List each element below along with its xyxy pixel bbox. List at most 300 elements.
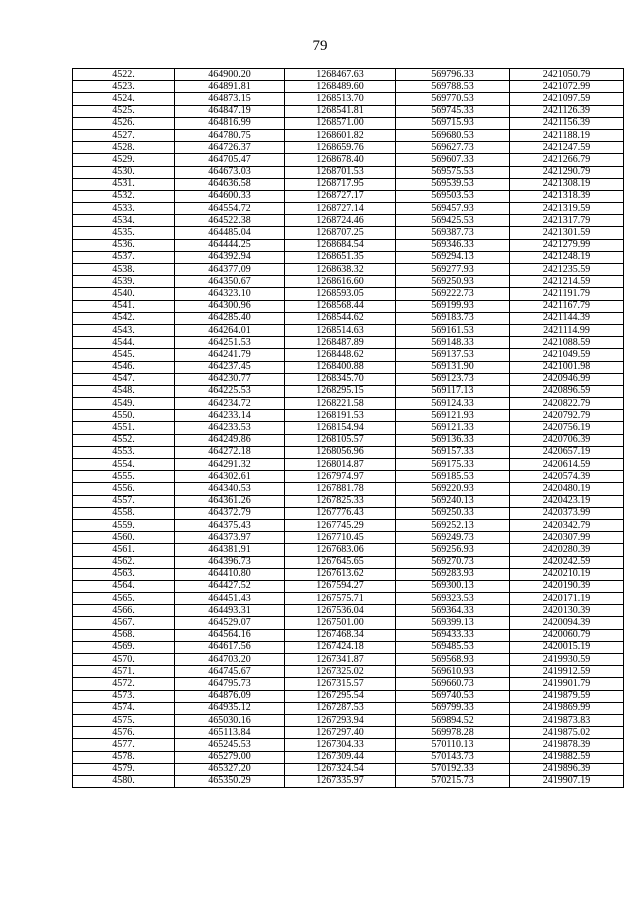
x2-coordinate-cell: 569680.53 (396, 129, 510, 141)
point-number-cell: 4566. (73, 605, 175, 617)
x-coordinate-cell: 464705.47 (175, 154, 285, 166)
y-coordinate-cell: 1267293.94 (285, 714, 396, 726)
x-coordinate-cell: 464444.25 (175, 239, 285, 251)
y-coordinate-cell: 1268014.87 (285, 459, 396, 471)
y-coordinate-cell: 1268701.53 (285, 166, 396, 178)
x2-coordinate-cell: 569607.33 (396, 154, 510, 166)
table-row (73, 483, 624, 495)
x2-coordinate-cell: 569250.93 (396, 276, 510, 288)
x2-coordinate-cell: 569277.93 (396, 264, 510, 276)
point-number-cell: 4573. (73, 690, 175, 702)
x-coordinate-cell: 464392.94 (175, 251, 285, 263)
point-number-cell: 4524. (73, 93, 175, 105)
y-coordinate-cell: 1267974.97 (285, 471, 396, 483)
x2-coordinate-cell: 569131.90 (396, 361, 510, 373)
y2-coordinate-cell: 2419901.79 (510, 678, 624, 690)
table-row (73, 142, 624, 154)
y2-coordinate-cell: 2419869.99 (510, 702, 624, 714)
x-coordinate-cell: 464323.10 (175, 288, 285, 300)
x-coordinate-cell: 464745.67 (175, 666, 285, 678)
table-row (73, 459, 624, 471)
y-coordinate-cell: 1268727.17 (285, 190, 396, 202)
point-number-cell: 4531. (73, 178, 175, 190)
point-number-cell: 4556. (73, 483, 175, 495)
y2-coordinate-cell: 2421247.59 (510, 142, 624, 154)
y2-coordinate-cell: 2420280.39 (510, 544, 624, 556)
y-coordinate-cell: 1267613.62 (285, 568, 396, 580)
point-number-cell: 4577. (73, 739, 175, 751)
y2-coordinate-cell: 2421317.79 (510, 215, 624, 227)
table-row (73, 264, 624, 276)
x2-coordinate-cell: 569425.53 (396, 215, 510, 227)
table-row (73, 690, 624, 702)
table-row (73, 93, 624, 105)
x-coordinate-cell: 464396.73 (175, 556, 285, 568)
y2-coordinate-cell: 2421001.98 (510, 361, 624, 373)
x2-coordinate-cell: 569978.28 (396, 727, 510, 739)
point-number-cell: 4579. (73, 763, 175, 775)
table-row (73, 629, 624, 641)
y2-coordinate-cell: 2420756.19 (510, 422, 624, 434)
x2-coordinate-cell: 569660.73 (396, 678, 510, 690)
x2-coordinate-cell: 569250.33 (396, 507, 510, 519)
y-coordinate-cell: 1268487.89 (285, 337, 396, 349)
table-row (73, 178, 624, 190)
y2-coordinate-cell: 2419896.39 (510, 763, 624, 775)
y2-coordinate-cell: 2420342.79 (510, 519, 624, 531)
x-coordinate-cell: 464361.26 (175, 495, 285, 507)
x2-coordinate-cell: 569715.93 (396, 117, 510, 129)
table-row (73, 288, 624, 300)
table-row (73, 593, 624, 605)
x-coordinate-cell: 464225.53 (175, 385, 285, 397)
x2-coordinate-cell: 569283.93 (396, 568, 510, 580)
x-coordinate-cell: 464600.33 (175, 190, 285, 202)
x-coordinate-cell: 464529.07 (175, 617, 285, 629)
x-coordinate-cell: 464251.53 (175, 337, 285, 349)
y-coordinate-cell: 1267287.53 (285, 702, 396, 714)
table-row (73, 568, 624, 580)
x-coordinate-cell: 464873.15 (175, 93, 285, 105)
x-coordinate-cell: 464726.37 (175, 142, 285, 154)
y-coordinate-cell: 1268154.94 (285, 422, 396, 434)
y-coordinate-cell: 1267341.87 (285, 654, 396, 666)
point-number-cell: 4560. (73, 532, 175, 544)
y2-coordinate-cell: 2421318.39 (510, 190, 624, 202)
point-number-cell: 4545. (73, 349, 175, 361)
y-coordinate-cell: 1268684.54 (285, 239, 396, 251)
x2-coordinate-cell: 569161.53 (396, 324, 510, 336)
x2-coordinate-cell: 569457.93 (396, 203, 510, 215)
x2-coordinate-cell: 569222.73 (396, 288, 510, 300)
x2-coordinate-cell: 569485.53 (396, 641, 510, 653)
table-row (73, 81, 624, 93)
table-row (73, 544, 624, 556)
y2-coordinate-cell: 2421301.59 (510, 227, 624, 239)
x-coordinate-cell: 464375.43 (175, 519, 285, 531)
x2-coordinate-cell: 569323.53 (396, 593, 510, 605)
point-number-cell: 4571. (73, 666, 175, 678)
point-number-cell: 4542. (73, 312, 175, 324)
x-coordinate-cell: 465327.20 (175, 763, 285, 775)
y2-coordinate-cell: 2420130.39 (510, 605, 624, 617)
y2-coordinate-cell: 2420896.59 (510, 385, 624, 397)
y2-coordinate-cell: 2420094.39 (510, 617, 624, 629)
y2-coordinate-cell: 2420190.39 (510, 580, 624, 592)
y-coordinate-cell: 1267424.18 (285, 641, 396, 653)
y2-coordinate-cell: 2421279.99 (510, 239, 624, 251)
y-coordinate-cell: 1268568.44 (285, 300, 396, 312)
x-coordinate-cell: 464241.79 (175, 349, 285, 361)
y2-coordinate-cell: 2420373.99 (510, 507, 624, 519)
point-number-cell: 4539. (73, 276, 175, 288)
y-coordinate-cell: 1268717.95 (285, 178, 396, 190)
x2-coordinate-cell: 569364.33 (396, 605, 510, 617)
y2-coordinate-cell: 2421167.79 (510, 300, 624, 312)
x-coordinate-cell: 464291.32 (175, 459, 285, 471)
y-coordinate-cell: 1267295.54 (285, 690, 396, 702)
x2-coordinate-cell: 569346.33 (396, 239, 510, 251)
point-number-cell: 4525. (73, 105, 175, 117)
x2-coordinate-cell: 569252.13 (396, 519, 510, 531)
table-row (73, 349, 624, 361)
point-number-cell: 4547. (73, 373, 175, 385)
table-row (73, 751, 624, 763)
x2-coordinate-cell: 569610.93 (396, 666, 510, 678)
x-coordinate-cell: 464300.96 (175, 300, 285, 312)
y2-coordinate-cell: 2420574.39 (510, 471, 624, 483)
point-number-cell: 4535. (73, 227, 175, 239)
y2-coordinate-cell: 2421144.39 (510, 312, 624, 324)
y2-coordinate-cell: 2420210.19 (510, 568, 624, 580)
x2-coordinate-cell: 569387.73 (396, 227, 510, 239)
table-row (73, 434, 624, 446)
y2-coordinate-cell: 2421049.59 (510, 349, 624, 361)
y-coordinate-cell: 1268616.60 (285, 276, 396, 288)
y-coordinate-cell: 1268513.70 (285, 93, 396, 105)
table-row (73, 605, 624, 617)
x2-coordinate-cell: 569199.93 (396, 300, 510, 312)
y2-coordinate-cell: 2420171.19 (510, 593, 624, 605)
y-coordinate-cell: 1267335.97 (285, 775, 396, 787)
x2-coordinate-cell: 569124.33 (396, 398, 510, 410)
y2-coordinate-cell: 2420307.99 (510, 532, 624, 544)
point-number-cell: 4550. (73, 410, 175, 422)
y-coordinate-cell: 1268056.96 (285, 446, 396, 458)
point-number-cell: 4537. (73, 251, 175, 263)
x2-coordinate-cell: 569294.13 (396, 251, 510, 263)
point-number-cell: 4569. (73, 641, 175, 653)
point-number-cell: 4533. (73, 203, 175, 215)
table-row (73, 337, 624, 349)
y2-coordinate-cell: 2419873.83 (510, 714, 624, 726)
table-row (73, 666, 624, 678)
point-number-cell: 4538. (73, 264, 175, 276)
y-coordinate-cell: 1267745.29 (285, 519, 396, 531)
x-coordinate-cell: 464230.77 (175, 373, 285, 385)
point-number-cell: 4540. (73, 288, 175, 300)
x2-coordinate-cell: 570215.73 (396, 775, 510, 787)
y-coordinate-cell: 1268724.46 (285, 215, 396, 227)
y-coordinate-cell: 1267309.44 (285, 751, 396, 763)
y-coordinate-cell: 1268571.00 (285, 117, 396, 129)
y2-coordinate-cell: 2419912.59 (510, 666, 624, 678)
y-coordinate-cell: 1267683.06 (285, 544, 396, 556)
x2-coordinate-cell: 569249.73 (396, 532, 510, 544)
point-number-cell: 4534. (73, 215, 175, 227)
point-number-cell: 4543. (73, 324, 175, 336)
table-row (73, 532, 624, 544)
y2-coordinate-cell: 2421097.59 (510, 93, 624, 105)
x-coordinate-cell: 464554.72 (175, 203, 285, 215)
point-number-cell: 4536. (73, 239, 175, 251)
x2-coordinate-cell: 569740.53 (396, 690, 510, 702)
y2-coordinate-cell: 2420792.79 (510, 410, 624, 422)
x-coordinate-cell: 464564.16 (175, 629, 285, 641)
y-coordinate-cell: 1268659.76 (285, 142, 396, 154)
x-coordinate-cell: 464272.18 (175, 446, 285, 458)
x-coordinate-cell: 464234.72 (175, 398, 285, 410)
table-row (73, 251, 624, 263)
table-row (73, 763, 624, 775)
y-coordinate-cell: 1267315.57 (285, 678, 396, 690)
x-coordinate-cell: 465245.53 (175, 739, 285, 751)
y2-coordinate-cell: 2420946.99 (510, 373, 624, 385)
x-coordinate-cell: 464816.99 (175, 117, 285, 129)
y2-coordinate-cell: 2421319.59 (510, 203, 624, 215)
x2-coordinate-cell: 569220.93 (396, 483, 510, 495)
y-coordinate-cell: 1268221.58 (285, 398, 396, 410)
y2-coordinate-cell: 2419878.39 (510, 739, 624, 751)
y2-coordinate-cell: 2421191.79 (510, 288, 624, 300)
x2-coordinate-cell: 569894.52 (396, 714, 510, 726)
x-coordinate-cell: 464891.81 (175, 81, 285, 93)
y2-coordinate-cell: 2421308.19 (510, 178, 624, 190)
x2-coordinate-cell: 569183.73 (396, 312, 510, 324)
point-number-cell: 4559. (73, 519, 175, 531)
point-number-cell: 4562. (73, 556, 175, 568)
x-coordinate-cell: 465030.16 (175, 714, 285, 726)
table-row (73, 215, 624, 227)
y2-coordinate-cell: 2420423.19 (510, 495, 624, 507)
point-number-cell: 4575. (73, 714, 175, 726)
x-coordinate-cell: 464935.12 (175, 702, 285, 714)
x2-coordinate-cell: 569799.33 (396, 702, 510, 714)
table-row (73, 203, 624, 215)
point-number-cell: 4528. (73, 142, 175, 154)
x2-coordinate-cell: 569175.33 (396, 459, 510, 471)
x-coordinate-cell: 464377.09 (175, 264, 285, 276)
point-number-cell: 4578. (73, 751, 175, 763)
y2-coordinate-cell: 2421235.59 (510, 264, 624, 276)
x-coordinate-cell: 464703.20 (175, 654, 285, 666)
table-row (73, 495, 624, 507)
table-row (73, 276, 624, 288)
x2-coordinate-cell: 569240.13 (396, 495, 510, 507)
y2-coordinate-cell: 2421126.39 (510, 105, 624, 117)
point-number-cell: 4565. (73, 593, 175, 605)
y2-coordinate-cell: 2420657.19 (510, 446, 624, 458)
table-row (73, 410, 624, 422)
x-coordinate-cell: 464233.14 (175, 410, 285, 422)
y-coordinate-cell: 1267324.54 (285, 763, 396, 775)
y-coordinate-cell: 1267501.00 (285, 617, 396, 629)
y-coordinate-cell: 1268727.14 (285, 203, 396, 215)
y-coordinate-cell: 1267776.43 (285, 507, 396, 519)
table-row (73, 641, 624, 653)
y2-coordinate-cell: 2421248.19 (510, 251, 624, 263)
table-row (73, 422, 624, 434)
point-number-cell: 4555. (73, 471, 175, 483)
x2-coordinate-cell: 569575.53 (396, 166, 510, 178)
table-row (73, 617, 624, 629)
y2-coordinate-cell: 2419879.59 (510, 690, 624, 702)
x2-coordinate-cell: 569136.33 (396, 434, 510, 446)
point-number-cell: 4527. (73, 129, 175, 141)
y2-coordinate-cell: 2421214.59 (510, 276, 624, 288)
y-coordinate-cell: 1268544.62 (285, 312, 396, 324)
point-number-cell: 4548. (73, 385, 175, 397)
table-row (73, 239, 624, 251)
table-row (73, 154, 624, 166)
y2-coordinate-cell: 2421050.79 (510, 69, 624, 81)
table-row (73, 775, 624, 787)
table-row (73, 166, 624, 178)
x-coordinate-cell: 464847.19 (175, 105, 285, 117)
y2-coordinate-cell: 2421156.39 (510, 117, 624, 129)
x-coordinate-cell: 464264.01 (175, 324, 285, 336)
x2-coordinate-cell: 569148.33 (396, 337, 510, 349)
y-coordinate-cell: 1268489.60 (285, 81, 396, 93)
y2-coordinate-cell: 2421088.59 (510, 337, 624, 349)
table-row (73, 556, 624, 568)
table-row (73, 69, 624, 81)
table-row (73, 727, 624, 739)
y-coordinate-cell: 1267304.33 (285, 739, 396, 751)
x2-coordinate-cell: 569300.13 (396, 580, 510, 592)
point-number-cell: 4567. (73, 617, 175, 629)
y-coordinate-cell: 1268707.25 (285, 227, 396, 239)
y2-coordinate-cell: 2421114.99 (510, 324, 624, 336)
table-row (73, 312, 624, 324)
x2-coordinate-cell: 569270.73 (396, 556, 510, 568)
x2-coordinate-cell: 569137.53 (396, 349, 510, 361)
table-row (73, 129, 624, 141)
point-number-cell: 4568. (73, 629, 175, 641)
point-number-cell: 4574. (73, 702, 175, 714)
y2-coordinate-cell: 2421290.79 (510, 166, 624, 178)
y2-coordinate-cell: 2421266.79 (510, 154, 624, 166)
x2-coordinate-cell: 569121.93 (396, 410, 510, 422)
x-coordinate-cell: 465350.29 (175, 775, 285, 787)
y2-coordinate-cell: 2420060.79 (510, 629, 624, 641)
y-coordinate-cell: 1268345.70 (285, 373, 396, 385)
table-row (73, 580, 624, 592)
x-coordinate-cell: 464285.40 (175, 312, 285, 324)
x-coordinate-cell: 464795.73 (175, 678, 285, 690)
point-number-cell: 4523. (73, 81, 175, 93)
coordinates-table (72, 68, 624, 788)
y-coordinate-cell: 1268448.62 (285, 349, 396, 361)
table-row (73, 117, 624, 129)
coordinates-table-body (73, 69, 624, 788)
x2-coordinate-cell: 569788.53 (396, 81, 510, 93)
table-row (73, 702, 624, 714)
x2-coordinate-cell: 569117.13 (396, 385, 510, 397)
point-number-cell: 4529. (73, 154, 175, 166)
y-coordinate-cell: 1267325.02 (285, 666, 396, 678)
y-coordinate-cell: 1267468.34 (285, 629, 396, 641)
table-row (73, 398, 624, 410)
table-row (73, 714, 624, 726)
y-coordinate-cell: 1267825.33 (285, 495, 396, 507)
y2-coordinate-cell: 2419875.02 (510, 727, 624, 739)
point-number-cell: 4558. (73, 507, 175, 519)
y-coordinate-cell: 1267645.65 (285, 556, 396, 568)
x2-coordinate-cell: 570110.13 (396, 739, 510, 751)
x-coordinate-cell: 464381.91 (175, 544, 285, 556)
y2-coordinate-cell: 2421072.99 (510, 81, 624, 93)
x-coordinate-cell: 464522.38 (175, 215, 285, 227)
x-coordinate-cell: 464340.53 (175, 483, 285, 495)
x-coordinate-cell: 464302.61 (175, 471, 285, 483)
point-number-cell: 4526. (73, 117, 175, 129)
table-row (73, 300, 624, 312)
y2-coordinate-cell: 2420015.19 (510, 641, 624, 653)
y2-coordinate-cell: 2419930.59 (510, 654, 624, 666)
y-coordinate-cell: 1268651.35 (285, 251, 396, 263)
y-coordinate-cell: 1268467.63 (285, 69, 396, 81)
point-number-cell: 4557. (73, 495, 175, 507)
x-coordinate-cell: 464636.58 (175, 178, 285, 190)
y2-coordinate-cell: 2421188.19 (510, 129, 624, 141)
point-number-cell: 4563. (73, 568, 175, 580)
x-coordinate-cell: 464410.80 (175, 568, 285, 580)
y-coordinate-cell: 1267881.78 (285, 483, 396, 495)
y-coordinate-cell: 1268105.57 (285, 434, 396, 446)
x2-coordinate-cell: 569433.33 (396, 629, 510, 641)
point-number-cell: 4541. (73, 300, 175, 312)
x-coordinate-cell: 464451.43 (175, 593, 285, 605)
table-row (73, 385, 624, 397)
y-coordinate-cell: 1267297.40 (285, 727, 396, 739)
x-coordinate-cell: 464617.56 (175, 641, 285, 653)
x-coordinate-cell: 464427.52 (175, 580, 285, 592)
x2-coordinate-cell: 569399.13 (396, 617, 510, 629)
x-coordinate-cell: 464249.86 (175, 434, 285, 446)
y-coordinate-cell: 1268295.15 (285, 385, 396, 397)
x-coordinate-cell: 464485.04 (175, 227, 285, 239)
point-number-cell: 4552. (73, 434, 175, 446)
x2-coordinate-cell: 569256.93 (396, 544, 510, 556)
x-coordinate-cell: 464900.20 (175, 69, 285, 81)
y2-coordinate-cell: 2419882.59 (510, 751, 624, 763)
table-row (73, 654, 624, 666)
x-coordinate-cell: 464673.03 (175, 166, 285, 178)
y-coordinate-cell: 1267575.71 (285, 593, 396, 605)
y2-coordinate-cell: 2420706.39 (510, 434, 624, 446)
y2-coordinate-cell: 2419907.19 (510, 775, 624, 787)
point-number-cell: 4580. (73, 775, 175, 787)
y-coordinate-cell: 1268678.40 (285, 154, 396, 166)
point-number-cell: 4530. (73, 166, 175, 178)
x2-coordinate-cell: 569627.73 (396, 142, 510, 154)
x2-coordinate-cell: 570192.33 (396, 763, 510, 775)
y-coordinate-cell: 1268191.53 (285, 410, 396, 422)
point-number-cell: 4551. (73, 422, 175, 434)
point-number-cell: 4522. (73, 69, 175, 81)
x-coordinate-cell: 464237.45 (175, 361, 285, 373)
